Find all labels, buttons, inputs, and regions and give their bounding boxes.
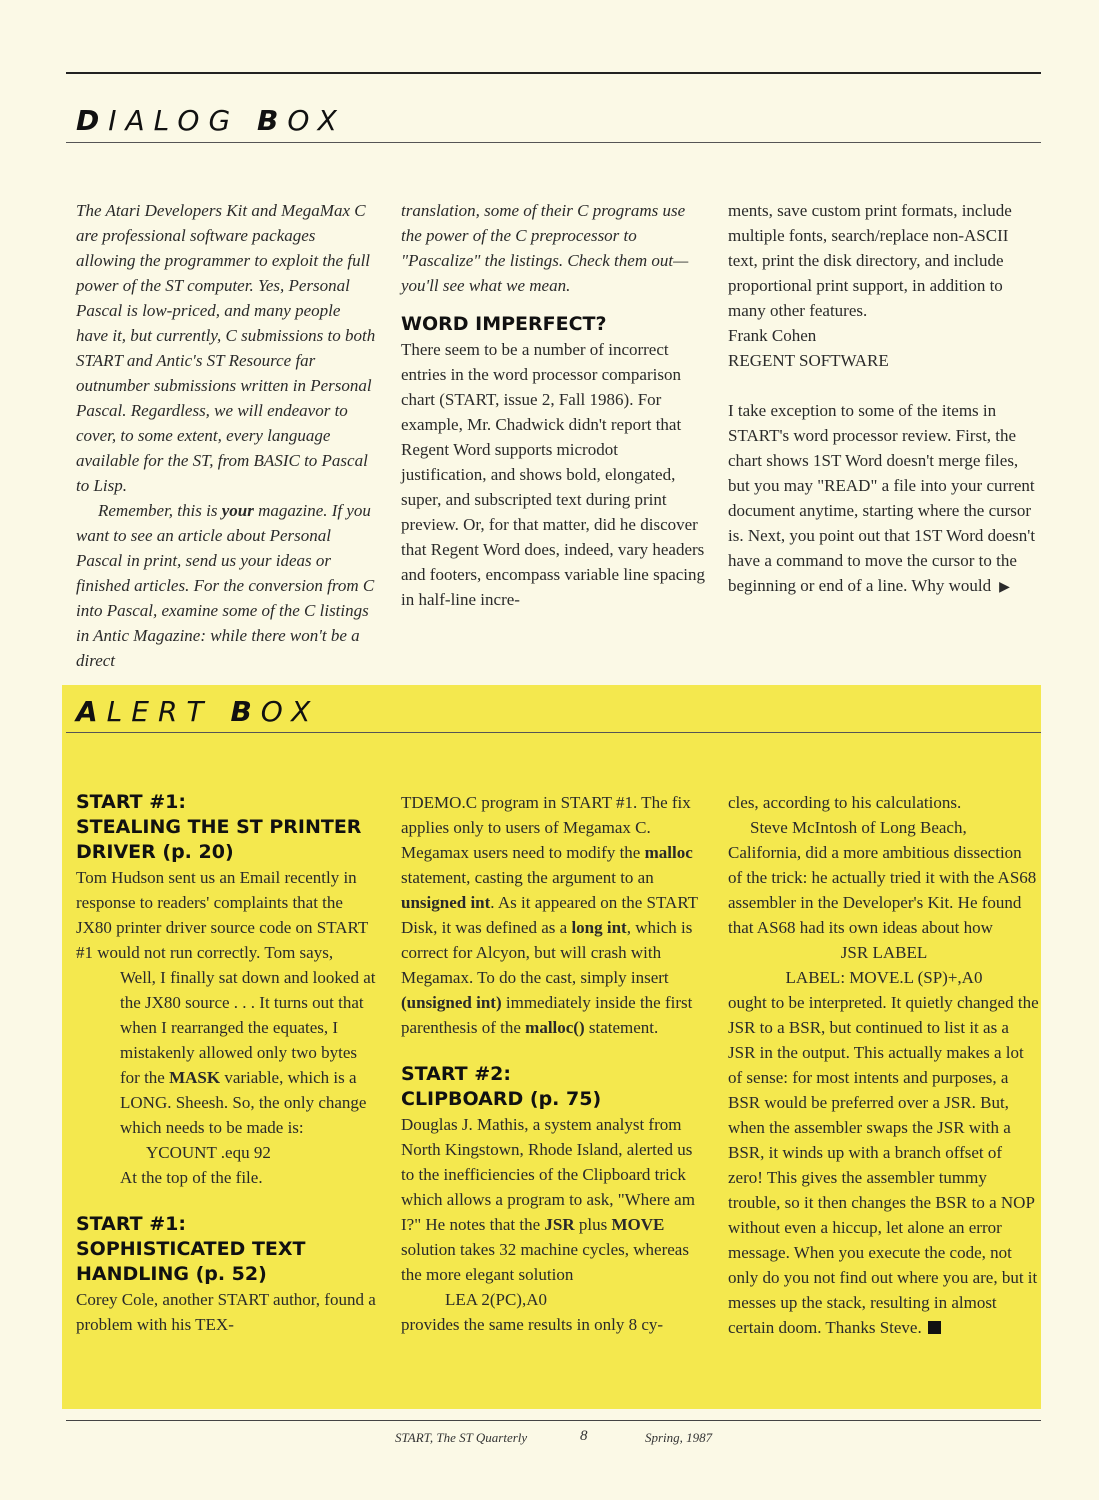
signature-company: REGENT SOFTWARE	[728, 351, 889, 370]
footer-publication: START, The ST Quarterly	[395, 1430, 528, 1445]
dialog-intro-paragraph: The Atari Developers Kit and MegaMax C are professional software packages allowing the programmer to exploit the full power of the ST computer. Yes, Personal Pascal is low-priced, and many people have it, but currently, C submissions to both START and Antic's ST Resource far outnumber submissions written in Personal Pascal. Regardless, we will endeavor to cover, to some extent, every language available for the ST, from BASIC to Pascal to Lisp.	[76, 201, 376, 495]
exception-letter: I take exception to some of the items in START's word processor review. First, the chart shows 1ST Word doesn't merge files, but you may "READ" a file into your current document anytime, starting where the cursor is. Next, you point out that 1ST Word doesn't have a command to move the cursor to the beginning or end of a line. Why would ▶	[728, 398, 1040, 600]
dialog-translation-paragraph: translation, some of their C programs use the power of the C preprocessor to "Pascalize" the listings. Check them out—you'll see what we mean.	[401, 201, 689, 295]
clipboard-code: LEA 2(PC),A0	[445, 1290, 547, 1309]
dialog-column-3	[728, 198, 1040, 600]
text-handling-heading: START #1: SOPHISTICATED TEXT HANDLING (p. 52)	[76, 1213, 306, 1285]
text-handling-body: TDEMO.C program in START #1. The fix applies only to users of Megamax C. Megamax users need to modify the malloc statement, casting the argument to an unsigned int. As it appeared on the START Disk, it was defined as a long int, which is correct for Alcyon, but will crash with Megamax. To do the cast, simply insert (unsigned int) immediately inside the first parenthesis of the malloc() statement.	[401, 793, 698, 1037]
mcintosh-paragraph: Steve McIntosh of Long Beach, California, did a more ambitious dissection of the trick: he actually tried it with the AS68 assembler in the Developer's Kit. He found that AS68 had its own ideas about how	[728, 818, 1037, 937]
dialog-box-title: DIALOG BOX	[76, 104, 346, 137]
alert-column-1	[76, 790, 376, 1337]
clipboard-body: Douglas J. Mathis, a system analyst from North Kingstown, Rhode Island, alerted us to the inefficiencies of the Clipboard trick which allows a program to ask, "Where am I?" He notes that the JSR plus MOVE solution takes 32 machine cycles, whereas the more elegant solution	[401, 1115, 695, 1284]
text-handling-intro: Corey Cole, another START author, found a problem with his TEX-	[76, 1290, 376, 1334]
clipboard-result-cont: cles, according to his calculations.	[728, 793, 962, 812]
asm-code-line-2: LABEL: MOVE.L (SP)+,A0	[785, 968, 983, 987]
printer-driver-heading: START #1: STEALING THE ST PRINTER DRIVER (p. 20)	[76, 791, 362, 863]
regent-letter-end: ments, save custom print formats, include multiple fonts, search/replace non-ASCII text, print the disk directory, and include proportional print support, in addition to many other features.	[728, 201, 1012, 320]
printer-driver-code: YCOUNT .equ 92	[146, 1143, 271, 1162]
alert-column-3	[728, 790, 1040, 1340]
alert-column-2	[401, 790, 706, 1337]
clipboard-result: provides the same results in only 8 cy-	[401, 1315, 664, 1334]
footer-issue: Spring, 1987	[645, 1430, 713, 1445]
dialog-column-2	[401, 198, 706, 612]
printer-driver-intro: Tom Hudson sent us an Email recently in response to readers' complaints that the JX80 printer driver source code on START #1 would not run correctly. Tom says,	[76, 868, 368, 962]
printer-driver-quote-end: At the top of the file.	[120, 1168, 263, 1187]
signature-name: Frank Cohen	[728, 326, 817, 345]
alert-title-rule	[66, 732, 1041, 733]
top-rule	[66, 72, 1041, 74]
word-imperfect-heading: WORD IMPERFECT?	[401, 313, 607, 335]
dialog-title-rule	[66, 142, 1041, 143]
end-mark-icon	[928, 1321, 941, 1334]
clipboard-heading: START #2: CLIPBOARD (p. 75)	[401, 1063, 602, 1110]
mcintosh-conclusion: ought to be interpreted. It quietly changed the JSR to a BSR, but continued to list it as a JSR in the output. This actually makes a lot of sense: for most intents and purposes, a BSR would be preferred over a JSR. But, when the assembler swaps the JSR with a BSR, it winds up with a branch offset of zero! This gives the assembler tummy trouble, so it then changes the BSR to a NOP without even a hiccup, let alone an error message. When you execute the code, not only do you not find out where you are, but it messes up the stack, resulting in almost certain doom. Thanks Steve.	[728, 993, 1039, 1337]
dialog-column-1	[76, 198, 376, 673]
continue-arrow-icon: ▶	[999, 580, 1010, 595]
dialog-remember-paragraph: Remember, this is your magazine. If you want to see an article about Personal Pascal in print, send us your ideas or finished articles. For the conversion from C into Pascal, examine some of the C listings in Antic Magazine: while there won't be a direct	[76, 501, 375, 670]
bottom-rule	[66, 1420, 1041, 1421]
printer-driver-quote: Well, I finally sat down and looked at the JX80 source . . . It turns out that when I rearranged the equates, I mistakenly allowed only two bytes for the MASK variable, which is a LONG. Sheesh. So, the only change which needs to be made is:	[120, 968, 376, 1137]
word-imperfect-letter: There seem to be a number of incorrect entries in the word processor comparison chart (START, issue 2, Fall 1986). For example, Mr. Chadwick didn't report that Regent Word supports microdot justification, and shows bold, elongated, super, and subscripted text during print preview. Or, for that matter, did he discover that Regent Word does, indeed, vary headers and footers, encompass variable line spacing in half-line incre-	[401, 340, 706, 609]
asm-code-line-1: JSR LABEL	[840, 943, 928, 962]
footer-page-number: 8	[580, 1428, 588, 1444]
alert-box-title: ALERT BOX	[76, 695, 320, 728]
